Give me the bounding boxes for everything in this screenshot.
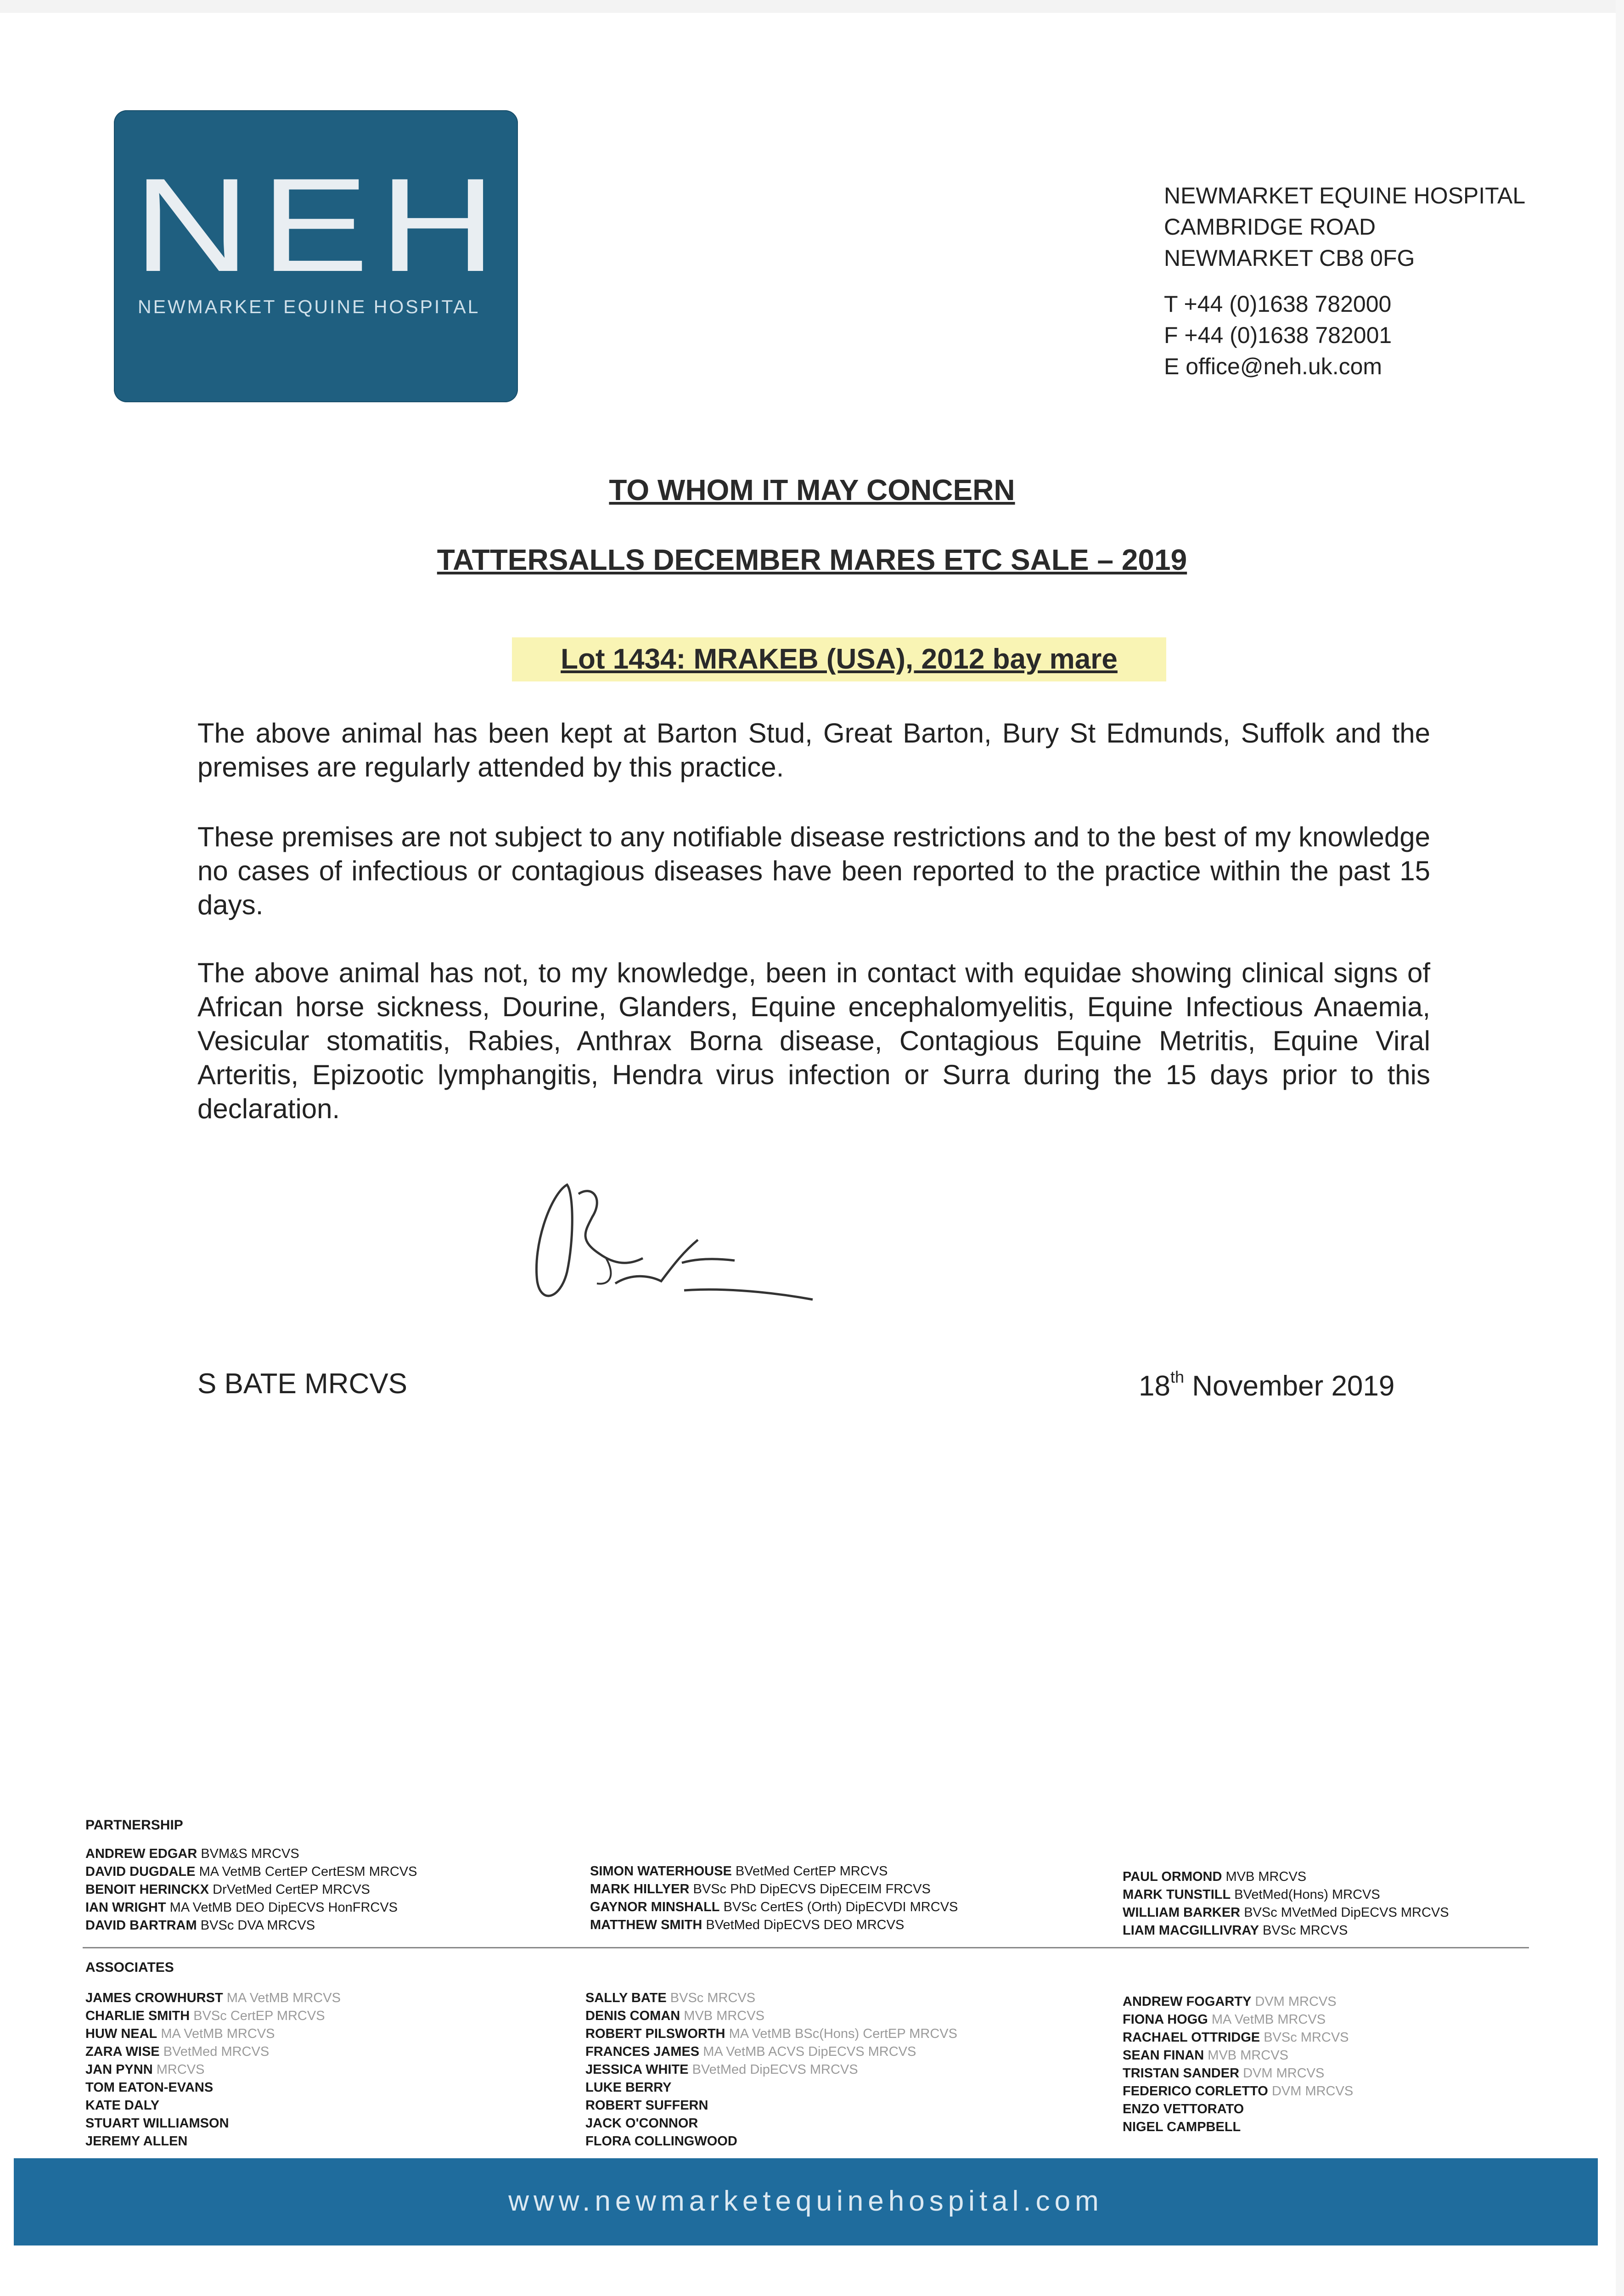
staff-member [1123, 2118, 1353, 2136]
partners-column-2 [590, 1863, 958, 1934]
staff-qualifications: BVetMed DipECVS MRCVS [692, 2062, 858, 2077]
staff-member [1123, 1922, 1449, 1940]
staff-member [585, 2115, 957, 2133]
staff-qualifications: MA VetMB ACVS DipECVS MRCVS [703, 2044, 916, 2059]
staff-name: MARK HILLYER [590, 1882, 690, 1896]
staff-qualifications: BVSc MRCVS [1263, 1923, 1348, 1938]
staff-member [1123, 1868, 1449, 1886]
staff-member [85, 1917, 417, 1935]
staff-member [585, 2043, 957, 2061]
staff-name: ENZO VETTORATO [1123, 2102, 1244, 2116]
staff-name: JESSICA WHITE [585, 2062, 689, 2077]
date-day: 18 [1139, 1370, 1170, 1402]
logo-mark: NEH [133, 151, 506, 299]
staff-member [85, 2079, 341, 2097]
staff-member [590, 1898, 958, 1916]
staff-name: ANDREW EDGAR [85, 1846, 197, 1861]
staff-qualifications: MA VetMB DEO DipECVS HonFRCVS [169, 1900, 398, 1915]
staff-name: SIMON WATERHOUSE [590, 1864, 732, 1879]
associates-title: ASSOCIATES [85, 1960, 174, 1975]
staff-name: ANDREW FOGARTY [1123, 1994, 1252, 2009]
partners-column-1 [85, 1845, 417, 1935]
staff-name: DAVID DUGDALE [85, 1864, 196, 1879]
staff-qualifications: MRCVS [156, 2062, 205, 2077]
letter-date [1139, 1367, 1394, 1402]
staff-qualifications: BVSc MVetMed DipECVS MRCVS [1244, 1905, 1449, 1920]
staff-member [85, 2043, 341, 2061]
staff-qualifications: DrVetMed CertEP MRCVS [213, 1882, 370, 1897]
staff-name: TRISTAN SANDER [1123, 2066, 1240, 2081]
staff-qualifications: BVetMed DipECVS DEO MRCVS [706, 1918, 905, 1932]
staff-name: FIONA HOGG [1123, 2012, 1208, 2027]
staff-name: IAN WRIGHT [85, 1900, 166, 1915]
staff-name: WILLIAM BARKER [1123, 1905, 1241, 1920]
address-block [1164, 180, 1526, 274]
staff-qualifications: BVetMed MRCVS [163, 2044, 270, 2059]
staff-name: BENOIT HERINCKX [85, 1882, 209, 1897]
staff-name: TOM EATON-EVANS [85, 2080, 214, 2095]
staff-name: FRANCES JAMES [585, 2044, 700, 2059]
staff-qualifications: MVB MRCVS [1225, 1869, 1307, 1884]
staff-name: STUART WILLIAMSON [85, 2116, 229, 2131]
staff-qualifications: MA VetMB CertEP CertESM MRCVS [199, 1864, 417, 1879]
staff-name: NIGEL CAMPBELL [1123, 2120, 1241, 2134]
staff-name: MATTHEW SMITH [590, 1918, 702, 1932]
staff-member [1123, 2082, 1353, 2100]
staff-name: JEREMY ALLEN [85, 2134, 188, 2149]
staff-qualifications: BVSc CertES (Orth) DipECVDI MRCVS [723, 1900, 958, 1914]
staff-name: CHARLIE SMITH [85, 2009, 190, 2023]
staff-name: SALLY BATE [585, 1991, 667, 2005]
staff-member [85, 2025, 341, 2043]
staff-name: JAMES CROWHURST [85, 1991, 223, 2005]
staff-member [1123, 1886, 1449, 1904]
staff-qualifications: BVSc MRCVS [670, 1991, 756, 2005]
staff-qualifications: MVB MRCVS [684, 2009, 764, 2023]
staff-member [85, 1845, 417, 1863]
staff-qualifications: DVM MRCVS [1271, 2084, 1354, 2099]
staff-member [590, 1916, 958, 1934]
staff-name: FEDERICO CORLETTO [1123, 2084, 1268, 2099]
neh-logo [114, 110, 518, 402]
staff-member [1123, 2065, 1353, 2082]
staff-qualifications: MA VetMB BSc(Hons) CertEP MRCVS [729, 2026, 957, 2041]
contact-email: E office@neh.uk.com [1164, 354, 1382, 379]
partnership-title: PARTNERSHIP [85, 1818, 183, 1833]
staff-name: MARK TUNSTILL [1123, 1887, 1231, 1902]
staff-qualifications: BVetMed(Hons) MRCVS [1234, 1887, 1380, 1902]
staff-name: FLORA COLLINGWOOD [585, 2134, 737, 2149]
staff-qualifications: MA VetMB MRCVS [226, 1991, 341, 2005]
staff-member [1123, 1993, 1353, 2011]
staff-qualifications: BVSc MRCVS [1264, 2030, 1349, 2045]
signer-name: S BATE MRCVS [197, 1368, 408, 1400]
associates-column-3 [1123, 1993, 1353, 2136]
contact-block [1164, 288, 1522, 382]
staff-qualifications: BVSc PhD DipECVS DipECEIM FRCVS [693, 1882, 931, 1896]
staff-name: SEAN FINAN [1123, 2048, 1204, 2063]
staff-name: GAYNOR MINSHALL [590, 1900, 720, 1914]
staff-name: JAN PYNN [85, 2062, 153, 2077]
paragraph-premises: The above animal has been kept at Barton Stud, Great Barton, Bury St Edmunds, Suffolk and the premises are regularly attended by this practice. [197, 718, 1430, 782]
staff-member [85, 2115, 341, 2133]
contact-fax: F +44 (0)1638 782001 [1164, 322, 1392, 348]
logo-subtitle: NEWMARKET EQUINE HOSPITAL [138, 296, 480, 317]
salutation-heading: TO WHOM IT MAY CONCERN [609, 473, 1015, 506]
staff-member [585, 2061, 957, 2079]
staff-qualifications: MA VetMB MRCVS [161, 2026, 275, 2041]
footer-website-link[interactable]: www.newmarketequinehospital.com [508, 2185, 1103, 2217]
staff-member [1123, 1904, 1449, 1922]
staff-divider [83, 1947, 1529, 1948]
address-town: NEWMARKET CB8 0FG [1164, 245, 1415, 271]
scan-right-edge [1616, 0, 1624, 2296]
staff-member [585, 2007, 957, 2025]
contact-telephone: T +44 (0)1638 782000 [1164, 291, 1392, 317]
staff-name: ROBERT PILSWORTH [585, 2026, 725, 2041]
associates-column-1 [85, 1989, 341, 2150]
staff-qualifications: BVM&S MRCVS [201, 1846, 299, 1861]
staff-name: HUW NEAL [85, 2026, 157, 2041]
staff-member [85, 1881, 417, 1899]
staff-member [85, 2133, 341, 2150]
staff-member [585, 2079, 957, 2097]
staff-member [85, 2007, 341, 2025]
associates-column-2 [585, 1989, 957, 2150]
staff-name: PAUL ORMOND [1123, 1869, 1222, 1884]
staff-member [85, 2061, 341, 2079]
paragraph-diseases: The above animal has not, to my knowledge, been in contact with equidae showing clinical signs of African horse sickness, Dourine, Glanders, Equine encephalomyelitis, Equine Infectious Anaemia, Vesicular stomatitis, Rabies, Anthrax Borna disease, Contagious Equine Metritis, Equine Viral Arteritis, Epizootic lymphangitis, Hendra virus infection or Surra during the 15 days prior to this declaration. [197, 957, 1430, 1124]
staff-member [590, 1880, 958, 1898]
staff-qualifications: DVM MRCVS [1243, 2066, 1325, 2081]
staff-name: KATE DALY [85, 2098, 160, 2113]
staff-name: RACHAEL OTTRIDGE [1123, 2030, 1260, 2045]
scan-top-edge [0, 0, 1624, 13]
staff-member [85, 1863, 417, 1881]
staff-member [585, 2025, 957, 2043]
staff-qualifications: DVM MRCVS [1255, 1994, 1337, 2009]
staff-name: ZARA WISE [85, 2044, 160, 2059]
address-name: NEWMARKET EQUINE HOSPITAL [1164, 183, 1526, 208]
staff-name: DAVID BARTRAM [85, 1918, 197, 1933]
staff-member [85, 1989, 341, 2007]
paragraph-restrictions: These premises are not subject to any notifiable disease restrictions and to the best of my knowledge no cases of infectious or contagious diseases have been reported to the practice within the past 15 days. [197, 822, 1430, 920]
staff-qualifications: BVetMed CertEP MRCVS [735, 1864, 888, 1879]
staff-member [585, 2133, 957, 2150]
staff-name: DENIS COMAN [585, 2009, 680, 2023]
lot-highlight [512, 637, 1166, 681]
staff-member [585, 1989, 957, 2007]
staff-member [1123, 2011, 1353, 2029]
lot-heading: Lot 1434: MRAKEB (USA), 2012 bay mare [561, 643, 1118, 675]
staff-qualifications: BVSc CertEP MRCVS [193, 2009, 325, 2023]
staff-member [585, 2097, 957, 2115]
date-rest: November 2019 [1192, 1370, 1395, 1402]
staff-member [590, 1863, 958, 1880]
staff-name: LIAM MACGILLIVRAY [1123, 1923, 1259, 1938]
staff-qualifications: MA VetMB MRCVS [1211, 2012, 1326, 2027]
handwritten-signature [523, 1166, 826, 1318]
staff-qualifications: MVB MRCVS [1208, 2048, 1288, 2063]
sale-heading: TATTERSALLS DECEMBER MARES ETC SALE – 2019 [437, 543, 1187, 576]
staff-member [1123, 2029, 1353, 2047]
staff-member [1123, 2100, 1353, 2118]
date-suffix: th [1170, 1367, 1184, 1386]
partners-column-3 [1123, 1868, 1449, 1940]
staff-member [85, 1899, 417, 1917]
staff-member [85, 2097, 341, 2115]
staff-member [1123, 2047, 1353, 2065]
address-street: CAMBRIDGE ROAD [1164, 214, 1376, 240]
footer-bar [14, 2158, 1598, 2245]
staff-name: ROBERT SUFFERN [585, 2098, 708, 2113]
staff-name: JACK O'CONNOR [585, 2116, 698, 2131]
staff-name: LUKE BERRY [585, 2080, 672, 2095]
staff-qualifications: BVSc DVA MRCVS [200, 1918, 315, 1933]
